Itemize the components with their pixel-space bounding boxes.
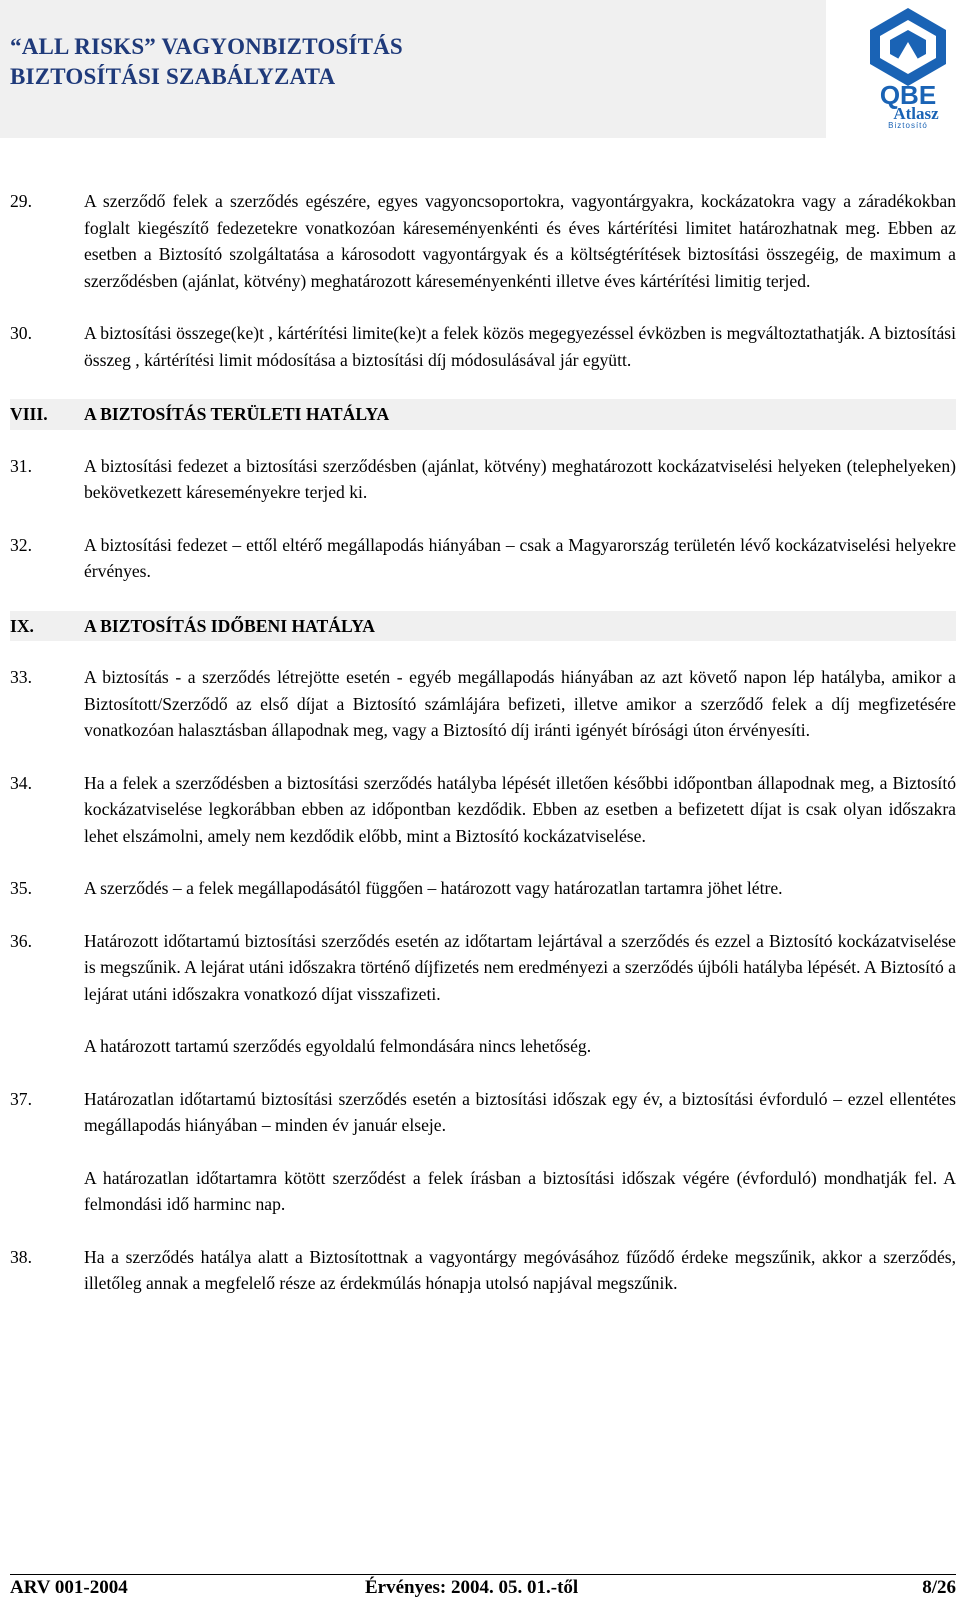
clause-32 (10, 532, 956, 585)
clause-text: A szerződés – a felek megállapodásától függően – határozott vagy határozatlan tartamra jöhet létre. (84, 878, 783, 898)
clause-text: Határozatlan időtartamú biztosítási szerződés esetén a biztosítási időszak egy év, a biztosítási évforduló – ezzel ellentétes megállapodás hiányában – minden év január elseje. (84, 1088, 956, 1135)
document-title (10, 32, 403, 92)
logo-sub: Atlasz (893, 104, 939, 123)
clause-number: 32. (10, 534, 32, 555)
document-body (10, 188, 956, 1323)
clause-30 (10, 320, 956, 373)
clause-number: 36. (10, 930, 32, 951)
document-code: ARV 001-2004 (10, 1577, 128, 1598)
section-title: A BIZTOSÍTÁS TERÜLETI HATÁLYA (84, 404, 390, 424)
clause-35 (10, 875, 956, 902)
section-title: A BIZTOSÍTÁS IDŐBENI HATÁLYA (84, 615, 375, 636)
section-number: IX. (10, 615, 34, 636)
clause-text: A biztosítás - a szerződés létrejötte esetén - egyéb megállapodás hiányában az azt követő napon lép hatályba, amikor a Biztosított/Szerződő az első díjat a Biztosító számlájára befizeti, illetve amikor a szerződő felek a díj megfizetésére vonatkozóan halasztásban állapodnak meg, vagy a Biztosító díj iránti igényét bírósági úton érvényesíti. (84, 667, 956, 740)
clause-37 (10, 1086, 956, 1218)
clause-number: 34. (10, 772, 32, 793)
qbe-atlasz-logo (858, 6, 958, 130)
page-number: 8/26 (922, 1577, 956, 1598)
logo-emblem-icon (858, 6, 958, 130)
clause-29 (10, 188, 956, 294)
clause-number: 29. (10, 191, 32, 211)
title-line-2: BIZTOSÍTÁSI SZABÁLYZATA (10, 64, 336, 89)
clause-36 (10, 928, 956, 1060)
clause-text: Ha a felek a szerződésben a biztosítási szerződés hatályba lépését illetően későbbi időpontban állapodnak meg, a Biztosító kockázatviselése legkorábban ebben az időpontban kezdődik. Ebben az esetben a befizetett díjat is csak olyan időszakra lehet elszámolni, amely nem kezdődik előbb, mint a Biztosító kockázatviselése. (84, 772, 956, 846)
clause-text: Határozott időtartamú biztosítási szerződés esetén az időtartam lejártával a szerződés és ezzel a Biztosító kockázatviselése is megszűnik. A lejárat utáni időszakra történő díjfizetés nem eredményezi a szerződés újbóli hatályba lépését. A Biztosító a lejárat utáni időszakra vonatkozó díjat visszafizeti. (84, 930, 956, 1004)
section-heading-viii (10, 399, 956, 430)
clause-text: A biztosítási fedezet – ettől eltérő megállapodás hiányában – csak a Magyarország területén lévő kockázatviselési helyekre érvényes. (84, 534, 956, 581)
clause-number: 38. (10, 1246, 32, 1267)
clause-text: A biztosítási fedezet a biztosítási szerződésben (ajánlat, kötvény) meghatározott kockázatviselési helyeken (telephelyeken) bekövetkezett káreseményekre terjed ki. (84, 455, 956, 502)
title-line-1: “ALL RISKS” VAGYONBIZTOSÍTÁS (10, 34, 403, 59)
validity-date: Érvényes: 2004. 05. 01.-től (365, 1577, 579, 1598)
clause-text: A biztosítási összege(ke)t , kártérítési limite(ke)t a felek közös megegyezéssel évközben is megváltoztathatják. A biztosítási összeg , kártérítési limit módosítása a biztosítási díj módosulásával jár együtt. (84, 323, 956, 370)
clause-33 (10, 664, 956, 744)
clause-text: A határozatlan időtartamra kötött szerződést a felek írásban a biztosítási időszak végére (évforduló) mondhatják fel. A felmondási idő harminc nap. (84, 1167, 956, 1214)
logo-brand: QBE (879, 80, 937, 110)
clause-number: 31. (10, 455, 32, 476)
clause-text: Ha a szerződés hatálya alatt a Biztosítottnak a vagyontárgy megóvásához fűződő érdeke megszűnik, akkor a szerződés, illetőleg annak a megfelelő része az érdekmúlás hónapja utolsó napjával megszűnik. (84, 1246, 956, 1293)
clause-number: 33. (10, 667, 32, 687)
clause-34 (10, 770, 956, 850)
section-heading-ix (10, 611, 956, 642)
clause-number: 30. (10, 323, 32, 343)
clause-text: A szerződő felek a szerződés egészére, egyes vagyoncsoportokra, vagyontárgyakra, kockázatokra vagy a záradékokban foglalt kiegészítő fedezetekre vonatkozóan káreseményenkénti és éves kártérítési limitet határozhatnak meg. Ebben az esetben a Biztosító szolgáltatása a károsodott vagyontárgyak és a költségtérítések biztosítási összegéig, de maximum a szerződésben (ajánlat, kötvény) meghatározott káreseményenkénti illetve éves kártérítési limitig terjed. (84, 191, 956, 291)
section-number: VIII. (10, 404, 48, 424)
logo-sub2: Biztosító (888, 121, 928, 130)
clause-number: 37. (10, 1088, 32, 1109)
page-footer (10, 1574, 956, 1599)
clause-38 (10, 1244, 956, 1297)
clause-number: 35. (10, 878, 32, 898)
clause-31 (10, 453, 956, 506)
clause-text: A határozott tartamú szerződés egyoldalú felmondására nincs lehetőség. (84, 1036, 592, 1056)
document-header (0, 0, 826, 138)
